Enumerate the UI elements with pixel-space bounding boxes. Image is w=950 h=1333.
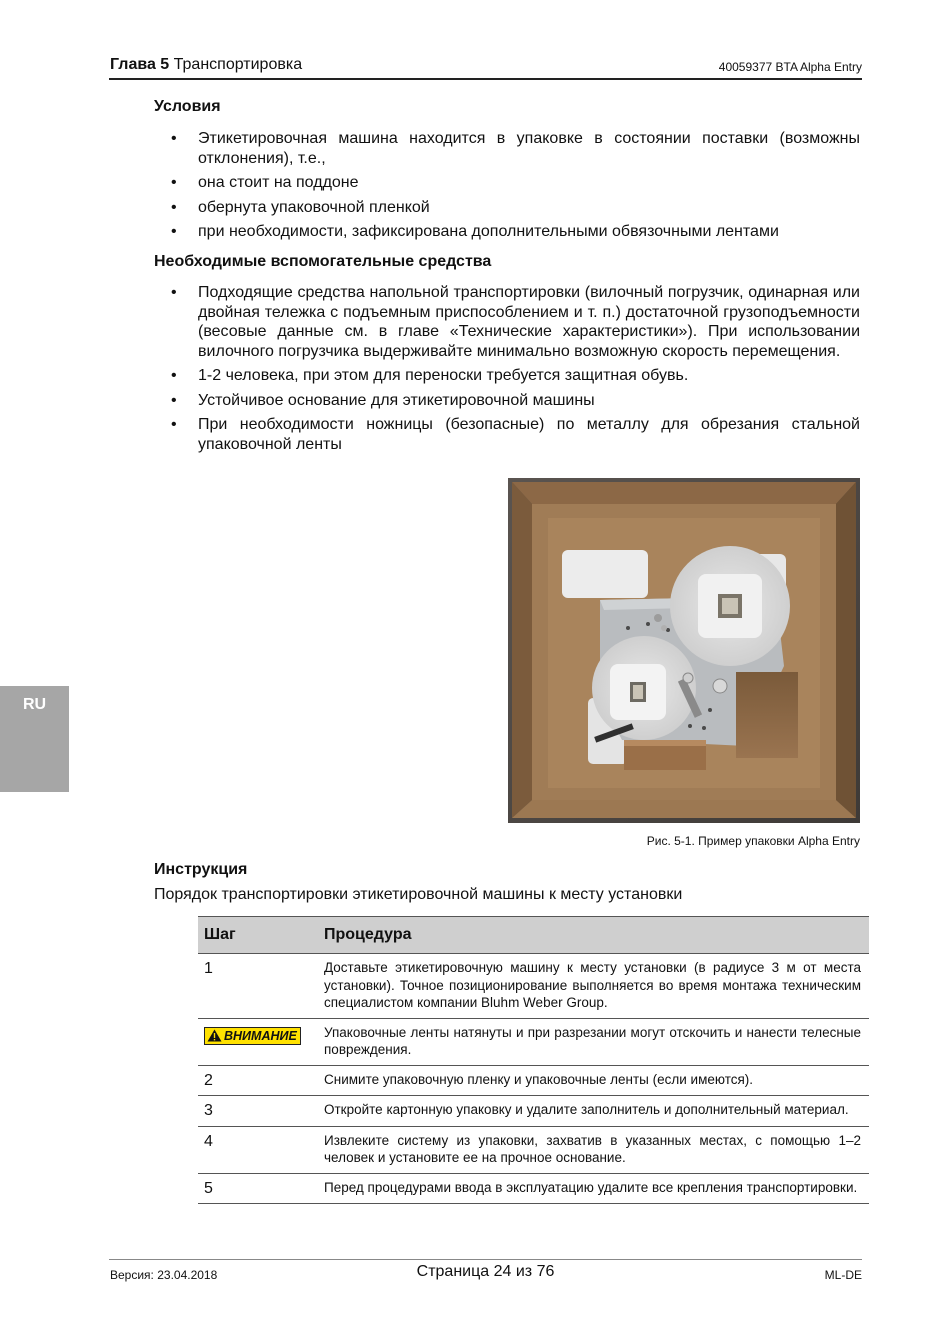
instructions-heading: Инструкция [154,861,248,878]
figure-caption: Рис. 5-1. Пример упаковки Alpha Entry [646,834,860,848]
table-row [198,1065,869,1096]
page-footer [109,1259,862,1290]
step-text: Перед процедурами ввода в эксплуатацию удалите все крепления транспортировки. [318,1173,869,1204]
table-row [198,1126,869,1173]
warning-label: ВНИМАНИЕ [224,1028,297,1043]
step-text: Извлеките систему из упаковки, захватив в указанных местах, с помощью 1–2 человек и установите ее на прочное основание. [318,1126,869,1173]
list-item: • Этикетировочная машина находится в упаковке в состоянии поставки (возможны отклонения), т.е., [198,129,860,168]
column-header-step: Шаг [198,917,318,954]
table-row [198,1018,869,1065]
page-header [109,56,862,80]
conditions-list [198,129,860,247]
step-text: Упаковочные ленты натянуты и при разрезании могут отскочить и нанести телесные повреждения. [318,1018,869,1065]
language-code: ML-DE [824,1268,862,1282]
conditions-heading: Условия [154,98,221,115]
list-item: • 1-2 человека, при этом для переноски требуется защитная обувь. [198,366,860,386]
version-date: Версия: 23.04.2018 [110,1268,218,1282]
list-item: • она стоит на поддоне [198,173,860,193]
step-text: Доставьте этикетировочную машину к месту установки (в радиусе 3 м от места установки). Точное позиционирование выполняется во время монтажа техническим специалистом компании Bluhm Weber Group. [318,954,869,1019]
document-reference: 40059377 BTA Alpha Entry [718,60,862,74]
language-side-tab-label: RU [22,696,47,713]
chapter-title: Глава 5 Транспортировка [110,56,303,73]
list-item: • При необходимости ножницы (безопасные) по металлу для обрезания стальной упаковочной ленты [198,415,860,454]
step-number: 2 [198,1065,318,1096]
step-number: 5 [198,1173,318,1204]
aids-list [198,283,860,459]
step-number: 3 [198,1096,318,1127]
table-row [198,954,869,1019]
step-text: Откройте картонную упаковку и удалите заполнитель и дополнительный материал. [318,1096,869,1127]
warning-triangle-icon [207,1029,222,1042]
table-row [198,1173,869,1204]
list-item: • обернута упаковочной пленкой [198,198,860,218]
step-text: Снимите упаковочную пленку и упаковочные ленты (если имеются). [318,1065,869,1096]
table-row [198,1096,869,1127]
column-header-procedure: Процедура [318,917,869,954]
packaging-photo [508,478,860,823]
step-number: 4 [198,1126,318,1173]
warning-badge [204,1027,301,1045]
list-item: • при необходимости, зафиксирована дополнительными обвязочными лентами [198,222,860,242]
instructions-intro: Порядок транспортировки этикетировочной машины к месту установки [154,886,683,903]
warning-cell [198,1018,318,1065]
step-number: 1 [198,954,318,1019]
page-number: Страница 24 из 76 [416,1263,555,1280]
aids-heading: Необходимые вспомогательные средства [154,253,492,270]
list-item: • Устойчивое основание для этикетировочной машины [198,391,860,411]
procedure-table [198,916,869,1204]
language-side-tab [0,686,69,792]
list-item: • Подходящие средства напольной транспортировки (вилочный погрузчик, одинарная или двойная тележка с подъемным приспособлением и т. п.) достаточной грузоподъемности (весовые данные см. в главе «Технические характеристики»). При использовании вилочного погрузчика выдерживайте минимально возможную скорость перемещения. [198,283,860,361]
table-header-row [198,917,869,954]
